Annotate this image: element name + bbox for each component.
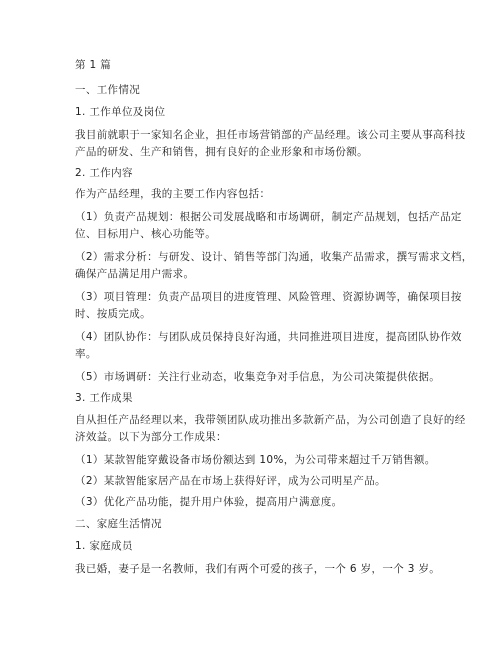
duty-2-line-2: 确保产品满足用户需求。	[75, 268, 195, 280]
duty-4-line-2: 率。	[75, 348, 97, 360]
content-intro: 作为产品经理，我的主要工作内容包括：	[75, 188, 271, 200]
result-2: （2）某款智能家居产品在市场上获得好评，成为公司明星产品。	[75, 475, 386, 487]
result-1: （1）某款智能穿戴设备市场份额达到 10%，为公司带来超过千万销售额。	[75, 454, 436, 466]
results-intro-line-1: 自从担任产品经理以来，我带领团队成功推出多款新产品，为公司创造了良好的经	[75, 414, 466, 426]
heading-family: 二、家庭生活情况	[75, 518, 162, 530]
duty-5-line-1: （5）市场调研：关注行业动态，收集竞争对手信息，为公司决策提供依据。	[75, 371, 441, 383]
family-text: 我已婚，妻子是一名教师，我们有两个可爱的孩子，一个 6 岁，一个 3 岁。	[75, 563, 441, 575]
section-number: 第 1 篇	[75, 59, 112, 71]
heading-work: 一、工作情况	[75, 84, 141, 96]
subheading-family-members: 1. 家庭成员	[75, 540, 133, 552]
duty-1-line-2: 位、目标用户、核心功能等。	[75, 228, 217, 240]
results-intro-line-2: 济效益。以下为部分工作成果：	[75, 431, 227, 443]
duty-3-line-2: 时、按质完成。	[75, 308, 151, 320]
duty-4-line-1: （4）团队协作：与团队成员保持良好沟通，共同推进项目进度，提高团队协作效	[75, 331, 462, 343]
duty-3-line-1: （3）项目管理：负责产品项目的进度管理、风险管理、资源协调等，确保项目按	[75, 291, 462, 303]
subheading-results: 3. 工作成果	[75, 392, 133, 404]
subheading-content: 2. 工作内容	[75, 167, 133, 179]
position-text-line-2: 产品的研发、生产和销售，拥有良好的企业形象和市场份额。	[75, 146, 368, 158]
position-text-line-1: 我目前就职于一家知名企业，担任市场营销部的产品经理。该公司主要从事高科技	[75, 129, 466, 141]
duty-1-line-1: （1）负责产品规划：根据公司发展战略和市场调研，制定产品规划，包括产品定	[75, 211, 462, 223]
duty-2-line-1: （2）需求分析：与研发、设计、销售等部门沟通，收集产品需求，撰写需求文档，	[75, 251, 473, 263]
result-3: （3）优化产品功能，提升用户体验，提高用户满意度。	[75, 496, 343, 508]
subheading-position: 1. 工作单位及岗位	[75, 106, 166, 118]
